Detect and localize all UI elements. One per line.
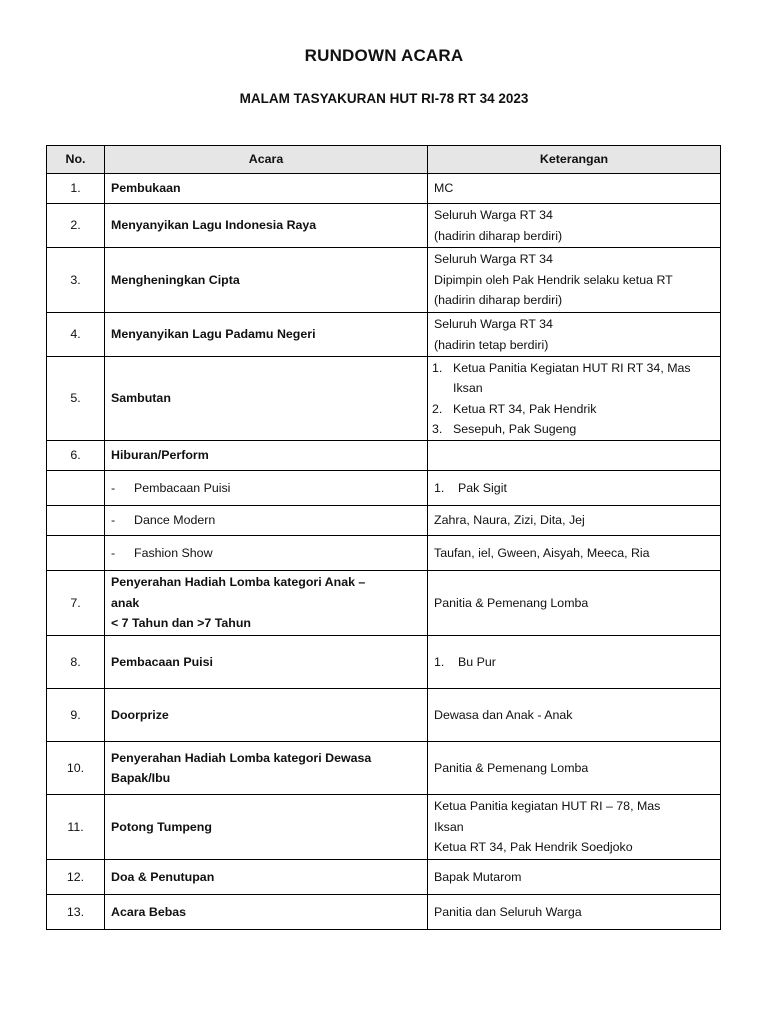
row-number: 12. — [47, 860, 105, 895]
list-item: 1. Pak Sigit — [434, 480, 507, 495]
row-acara — [105, 742, 428, 795]
row-acara — [105, 571, 428, 636]
list-item: 1. Bu Pur — [434, 654, 496, 669]
performer-list — [434, 652, 714, 673]
keterangan-line: Iksan — [434, 819, 464, 834]
row-number: 1. — [47, 174, 105, 204]
table-row — [47, 636, 721, 689]
row-acara: Menyanyikan Lagu Padamu Negeri — [105, 313, 428, 357]
row-number: 13. — [47, 895, 105, 930]
row-number: 9. — [47, 689, 105, 742]
list-item: 3. Sesepuh, Pak Sugeng — [432, 422, 577, 436]
keterangan-line: (hadirin diharap berdiri) — [434, 228, 563, 243]
row-acara: Doa & Penutupan — [105, 860, 428, 895]
keterangan-line: Bapak Mutarom — [434, 869, 522, 884]
acara-line: anak — [111, 595, 140, 610]
row-number: 4. — [47, 313, 105, 357]
row-keterangan — [428, 471, 721, 506]
table-row — [47, 795, 721, 860]
keterangan-line: Ketua Panitia kegiatan HUT RI – 78, Mas — [434, 799, 661, 814]
table-header-row — [47, 146, 721, 174]
row-keterangan — [428, 204, 721, 248]
row-number: 10. — [47, 742, 105, 795]
header-keterangan: Keterangan — [428, 146, 721, 174]
row-number: 8. — [47, 636, 105, 689]
row-number — [47, 471, 105, 506]
row-number: 6. — [47, 441, 105, 471]
row-keterangan — [428, 860, 721, 895]
table-row — [47, 357, 721, 441]
keterangan-line: Panitia & Pemenang Lomba — [434, 760, 589, 775]
table-row — [47, 248, 721, 313]
table-row — [47, 895, 721, 930]
row-acara: Hiburan/Perform — [105, 441, 428, 471]
table-row — [47, 471, 721, 506]
document-subtitle: MALAM TASYAKURAN HUT RI-78 RT 34 2023 — [239, 91, 529, 106]
row-keterangan — [428, 357, 721, 441]
keterangan-line: MC — [434, 181, 454, 196]
list-item: 2. Ketua RT 34, Pak Hendrik — [432, 401, 597, 416]
rundown-table — [46, 145, 721, 930]
row-keterangan — [428, 248, 721, 313]
row-keterangan — [428, 441, 721, 471]
keterangan-line: (hadirin diharap berdiri) — [434, 293, 563, 308]
list-item: 1. Ketua Panitia Kegiatan HUT RI RT 34, Mas Iksan — [432, 360, 691, 395]
keterangan-line: Taufan, iel, Gween, Aisyah, Meeca, Ria — [434, 545, 650, 560]
row-keterangan — [428, 895, 721, 930]
row-number — [47, 536, 105, 571]
row-acara: - Pembacaan Puisi — [105, 471, 428, 506]
keterangan-line: Ketua RT 34, Pak Hendrik Soedjoko — [434, 840, 633, 855]
keterangan-line: Dewasa dan Anak - Anak — [434, 707, 573, 722]
acara-line: Penyerahan Hadiah Lomba kategori Dewasa — [111, 750, 372, 765]
row-acara: Pembacaan Puisi — [105, 636, 428, 689]
row-number: 11. — [47, 795, 105, 860]
keterangan-line: Dipimpin oleh Pak Hendrik selaku ketua RT — [434, 272, 673, 287]
row-keterangan — [428, 174, 721, 204]
keterangan-line: Zahra, Naura, Zizi, Dita, Jej — [434, 513, 585, 528]
keterangan-line: Seluruh Warga RT 34 — [434, 208, 553, 222]
row-number: 2. — [47, 204, 105, 248]
keterangan-line: Panitia & Pemenang Lomba — [434, 595, 589, 610]
acara-line: Bapak/Ibu — [111, 771, 171, 785]
table-row — [47, 441, 721, 471]
row-keterangan — [428, 636, 721, 689]
row-keterangan — [428, 506, 721, 536]
row-acara: Pembukaan — [105, 174, 428, 204]
keterangan-line: Panitia dan Seluruh Warga — [434, 904, 582, 919]
row-acara: Potong Tumpeng — [105, 795, 428, 860]
header-no: No. — [47, 146, 105, 174]
row-number: 5. — [47, 357, 105, 441]
sambutan-list — [432, 358, 714, 440]
table-row — [47, 313, 721, 357]
row-acara: Doorprize — [105, 689, 428, 742]
table-row — [47, 204, 721, 248]
row-acara: Sambutan — [105, 357, 428, 441]
document-title: RUNDOWN ACARA — [304, 46, 464, 65]
keterangan-line: Seluruh Warga RT 34 — [434, 252, 553, 267]
row-keterangan — [428, 313, 721, 357]
row-acara: - Dance Modern — [105, 506, 428, 536]
row-acara: Acara Bebas — [105, 895, 428, 930]
table-row — [47, 536, 721, 571]
row-acara: Mengheningkan Cipta — [105, 248, 428, 313]
row-acara: Menyanyikan Lagu Indonesia Raya — [105, 204, 428, 248]
table-row — [47, 571, 721, 636]
row-number: 7. — [47, 571, 105, 636]
table-row — [47, 174, 721, 204]
row-number — [47, 506, 105, 536]
row-keterangan — [428, 536, 721, 571]
table-row — [47, 742, 721, 795]
performer-list — [434, 478, 714, 499]
acara-line: < 7 Tahun dan >7 Tahun — [111, 616, 251, 631]
row-keterangan — [428, 742, 721, 795]
row-number: 3. — [47, 248, 105, 313]
row-keterangan — [428, 571, 721, 636]
acara-line: Penyerahan Hadiah Lomba kategori Anak – — [111, 575, 366, 590]
row-acara: - Fashion Show — [105, 536, 428, 571]
table-row — [47, 506, 721, 536]
keterangan-line: Seluruh Warga RT 34 — [434, 317, 553, 331]
table-row — [47, 689, 721, 742]
keterangan-line: (hadirin tetap berdiri) — [434, 337, 549, 352]
row-keterangan — [428, 689, 721, 742]
row-keterangan — [428, 795, 721, 860]
header-acara: Acara — [105, 146, 428, 174]
table-row — [47, 860, 721, 895]
